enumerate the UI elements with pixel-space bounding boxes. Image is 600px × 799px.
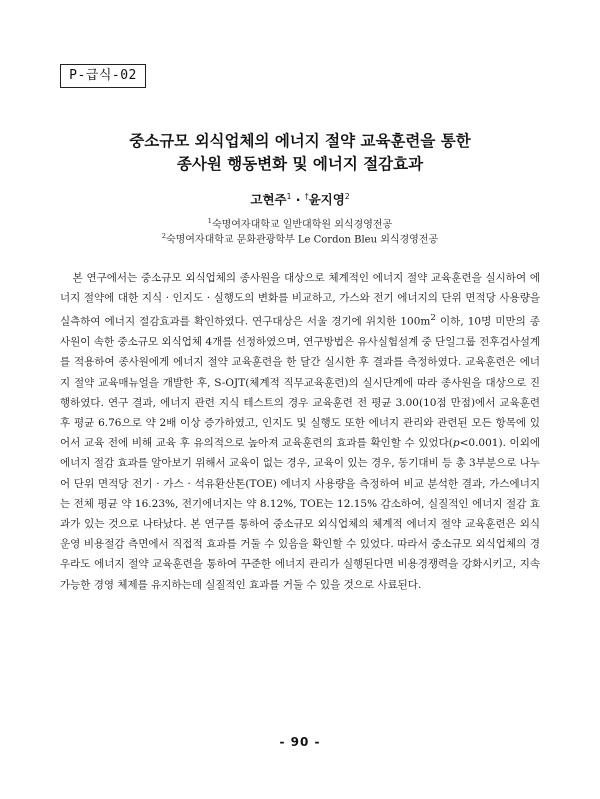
author-separator: · bbox=[291, 192, 305, 208]
abstract-text-part-1: 본 연구에서는 중소규모 외식업체의 종사원을 대상으로 체계적인 에너지 절약 교육훈련을 실시하여 에너지 절약에 대한 지식 · 인지도 · 실행도의 변화를 비교하고, 가스와 전기 에너지의 단위 면적당 사용량을 실측하여 에너지 절감효과를 확인하였다. 연구대상은 서울 경기에 위치한 100m bbox=[60, 272, 540, 328]
abstract-body bbox=[60, 268, 540, 595]
affiliation-2 bbox=[60, 229, 540, 247]
page-number: - 90 - bbox=[279, 735, 321, 749]
abstract-text-part-2: 이하, 10명 미만의 종사원이 속한 중소규모 외식업체 4개를 선정하였으며, 연구방법은 유사실험설계 중 단일그룹 전후검사설계를 적용하여 종사원에게 에너지 절약 교육훈련을 한 달간 실시한 후 결과를 측정하였다. 교육훈련은 에너지 절약 교육매뉴얼을 개발한 후, S-OJT(체계적 직무교육훈련)의 실시단계에 따라 종사원을 대상으로 진행하였다. 연구 결과, 에너지 관련 지식 테스트의 경우 교육훈련 전 평균 3.00(10점 만점)에서 교육훈련 후 평균 6.76으로 약 2배 이상 증가하였고, 인지도 및 실행도 또한 에너지 관리와 관련된 모든 항목에 있어서 교육 전에 비해 교육 후 유의적으로 높아져 교육훈련의 효과를 확인할 수 있었다( bbox=[60, 315, 540, 450]
affiliation-2-mark: 2 bbox=[161, 232, 166, 240]
p-value-symbol: p bbox=[452, 437, 460, 450]
author-2-affil-mark: 2 bbox=[344, 192, 350, 201]
affiliation-2-text: 숙명여자대학교 문화관광학부 Le Cordon Bleu 외식경영전공 bbox=[165, 234, 439, 246]
area-unit-superscript: 2 bbox=[430, 313, 436, 324]
affiliation-1-text: 숙명여자대학교 일반대학원 외식경영전공 bbox=[211, 219, 393, 231]
paper-title bbox=[60, 130, 540, 176]
corresponding-author-mark: † bbox=[304, 192, 309, 201]
abstract-text-part-3: <0.001). 이외에 에너지 절감 효과를 알아보기 위해서 교육이 없는 경우, 교육이 있는 경우, 동기대비 등 총 3부분으로 나누어 단위 면적당 전기 · 가스 · 석유환산톤(TOE) 에너지 사용량을 측정하여 비교 분석한 결과, 가스에너지는 전체 평균 약 16.23%, 전기에너지는 약 8.12%, TOE는 12.15% 감소하여, 실질적인 에너지 절감 효과가 있는 것으로 나타났다. 본 연구를 통하여 중소규모 외식업체의 체계적 에너지 절약 교육훈련은 외식운영 비용절감 측면에서 직접적 효과를 거둘 수 있음을 확인할 수 있었다. 따라서 중소규모 외식업체의 경우라도 에너지 절약 교육훈련을 통하여 꾸준한 에너지 관리가 실행된다면 비용경쟁력을 강화시키고, 지속가능한 경영 체제를 유지하는데 실질적인 효과를 거둘 수 있을 것으로 사료된다. bbox=[60, 437, 540, 591]
author-2-name: 윤지영 bbox=[308, 192, 345, 208]
paper-title-line-2: 종사원 행동변화 및 에너지 절감효과 bbox=[176, 155, 424, 173]
paper-title-line-1: 중소규모 외식업체의 에너지 절약 교육훈련을 통한 bbox=[129, 132, 471, 150]
author-list bbox=[60, 188, 540, 209]
author-1-affil-mark: 1 bbox=[286, 192, 292, 201]
session-code-label: P-급식-02 bbox=[60, 64, 146, 88]
author-1-name: 고현주 bbox=[250, 192, 287, 208]
affiliation-1-mark: 1 bbox=[207, 217, 212, 225]
